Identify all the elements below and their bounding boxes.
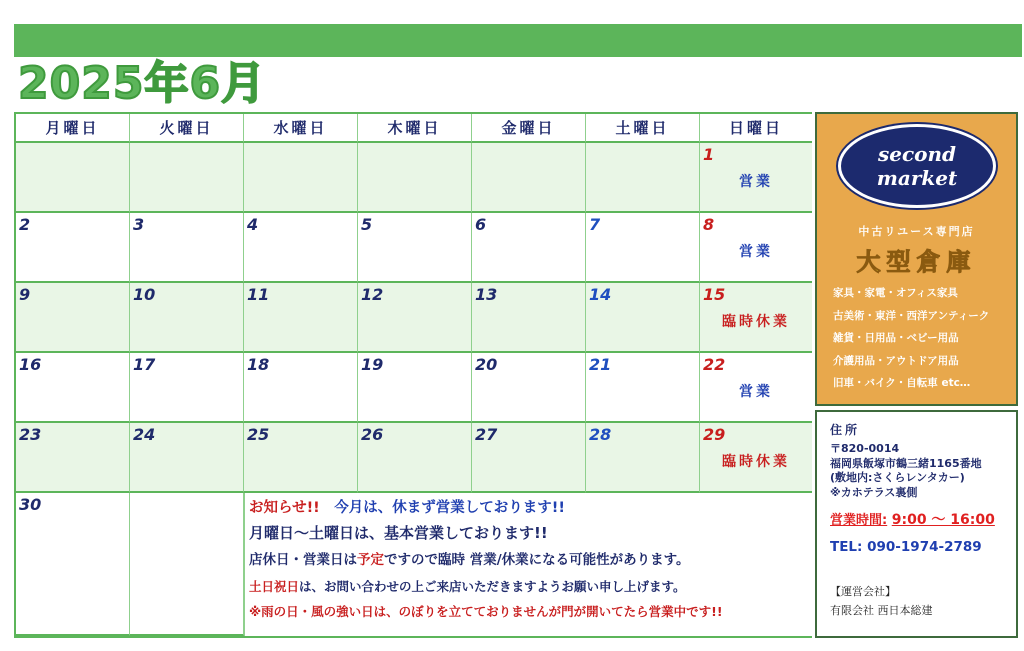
day-number: 28: [589, 425, 612, 444]
shop-big-title: 大型倉庫: [856, 248, 977, 276]
calendar-day-cell: [358, 353, 472, 423]
day-number: 15: [703, 285, 726, 304]
header-bar: [14, 24, 1022, 57]
day-number: 3: [133, 215, 145, 234]
day-number: 25: [247, 425, 270, 444]
shop-tagline: 中古リユース専門店: [858, 225, 975, 238]
calendar-day-cell: [16, 353, 130, 423]
calendar-day-cell: [472, 143, 586, 213]
day-number: 10: [133, 285, 156, 304]
calendar-day-cell: [130, 143, 244, 213]
calendar-day-cell: [16, 493, 130, 636]
calendar-day-cell: [358, 213, 472, 283]
business-hours: [830, 509, 1016, 529]
day-number: 12: [361, 285, 384, 304]
day-number: 18: [247, 355, 270, 374]
address-line: 福岡県飯塚市鶴三緒1165番地: [830, 456, 982, 470]
weekday-header: 日曜日: [700, 114, 812, 143]
month-title: 2025年6月: [18, 58, 267, 109]
day-number: 8: [703, 215, 715, 234]
calendar-day-cell: [700, 283, 812, 353]
notice-emphasis: 土日祝日: [249, 578, 300, 594]
calendar-day-cell: [358, 143, 472, 213]
calendar-day-cell: [16, 283, 130, 353]
calendar-day-cell: [586, 283, 700, 353]
address-label: 住所: [830, 423, 861, 437]
notice-line: [249, 552, 812, 569]
calendar-day-cell: [358, 423, 472, 493]
shop-info-panel: [815, 410, 1018, 638]
shop-item: 古美術・東洋・西洋アンティーク: [833, 309, 990, 322]
calendar-day-cell: [244, 213, 358, 283]
day-status: 営業: [739, 244, 773, 260]
day-number: 17: [133, 355, 156, 374]
day-number: 19: [361, 355, 384, 374]
notice-line: 月曜日〜土曜日は、基本営業しております!!: [249, 524, 548, 543]
day-number: 23: [19, 425, 42, 444]
calendar-day-cell: [16, 143, 130, 213]
day-number: 30: [19, 495, 42, 514]
day-status: 営業: [739, 174, 773, 190]
day-number: 24: [133, 425, 156, 444]
weekday-header: 月曜日: [16, 114, 130, 143]
day-number: 26: [361, 425, 384, 444]
calendar-day-cell: [700, 213, 812, 283]
weekday-header: 木曜日: [358, 114, 472, 143]
calendar-day-cell: [700, 143, 812, 213]
notice-area: [244, 493, 812, 636]
calendar-day-cell: [130, 353, 244, 423]
company-label: 【運営会社】: [830, 585, 896, 598]
shop-item: 雑貨・日用品・ベビー用品: [833, 332, 959, 344]
calendar-day-cell: [586, 143, 700, 213]
weekday-header: 火曜日: [130, 114, 244, 143]
notice-emphasis: 予定: [357, 551, 384, 568]
calendar-day-cell: [586, 213, 700, 283]
notice-highlight: 今月は、休まず営業しております!!: [334, 500, 566, 516]
day-number: 13: [475, 285, 498, 304]
day-number: 11: [247, 285, 270, 304]
shop-item-list: [833, 282, 989, 395]
shop-panel: [815, 112, 1018, 406]
calendar-day-cell: [472, 353, 586, 423]
day-number: 20: [475, 355, 498, 374]
day-status: 臨時休業: [722, 454, 790, 470]
day-number: 4: [247, 215, 259, 234]
day-number: 14: [589, 285, 612, 304]
address-line: (敷地内:さくらレンタカー): [830, 471, 965, 484]
calendar-day-cell: [700, 423, 812, 493]
address-line: 〒820-0014: [830, 442, 900, 455]
calendar-day-cell: [130, 213, 244, 283]
hours-label: 営業時間:: [830, 513, 888, 528]
notice-line: [249, 579, 812, 595]
shop-item: 旧車・バイク・自転車 etc…: [833, 377, 971, 389]
weekday-header: 水曜日: [244, 114, 358, 143]
calendar-day-cell: [244, 353, 358, 423]
notice-text: ですので臨時 営業/休業になる可能性があります。: [384, 551, 690, 568]
logo-line-2: market: [876, 166, 958, 190]
day-number: 29: [703, 425, 726, 444]
address-line: ※カホテラス裏側: [830, 485, 918, 499]
weekday-header: 金曜日: [472, 114, 586, 143]
calendar-day-cell: [700, 353, 812, 423]
day-number: 1: [703, 145, 715, 164]
calendar-grid: [16, 114, 810, 636]
notice-text: 店休日・営業日は: [249, 551, 357, 568]
phone-number: TEL: 090-1974-2789: [830, 539, 982, 555]
day-number: 9: [19, 285, 31, 304]
notice-heading: お知らせ!!: [249, 500, 320, 516]
day-number: 6: [475, 215, 487, 234]
weekday-header: 土曜日: [586, 114, 700, 143]
calendar-day-cell: [586, 423, 700, 493]
day-number: 7: [589, 215, 601, 234]
hours-value: 9:00 〜 16:00: [891, 512, 995, 528]
calendar-day-cell: [244, 283, 358, 353]
shop-item: 家具・家電・オフィス家具: [833, 287, 958, 299]
day-status: 営業: [739, 384, 773, 400]
calendar-day-cell: [244, 143, 358, 213]
day-number: 2: [19, 215, 31, 234]
shop-item: 介護用品・アウトドア用品: [833, 354, 959, 367]
logo-line-1: second: [877, 142, 957, 166]
day-status: 臨時休業: [722, 314, 790, 330]
company-name: 有限会社 西日本総建: [830, 604, 933, 617]
calendar-day-cell: [358, 283, 472, 353]
calendar-day-cell: [130, 423, 244, 493]
calendar-day-cell: [130, 283, 244, 353]
day-number: 5: [361, 215, 373, 234]
calendar-day-cell: [130, 493, 244, 636]
notice-line: ※雨の日・風の強い日は、のぼりを立てておりませんが門が開いてたら営業中です!!: [249, 604, 723, 620]
calendar-day-cell: [16, 213, 130, 283]
calendar-day-cell: [244, 423, 358, 493]
day-number: 21: [589, 355, 612, 374]
day-number: 27: [475, 425, 498, 444]
calendar-day-cell: [472, 283, 586, 353]
notice-text: は、お問い合わせの上ご来店いただきますようお願い申し上げます。: [299, 578, 686, 594]
calendar-day-cell: [472, 423, 586, 493]
calendar-day-cell: [586, 353, 700, 423]
calendar: [14, 112, 812, 638]
notice-line: [249, 499, 812, 517]
shop-logo: [838, 124, 996, 208]
day-number: 16: [19, 355, 42, 374]
day-number: 22: [703, 355, 726, 374]
calendar-day-cell: [472, 213, 586, 283]
calendar-day-cell: [16, 423, 130, 493]
